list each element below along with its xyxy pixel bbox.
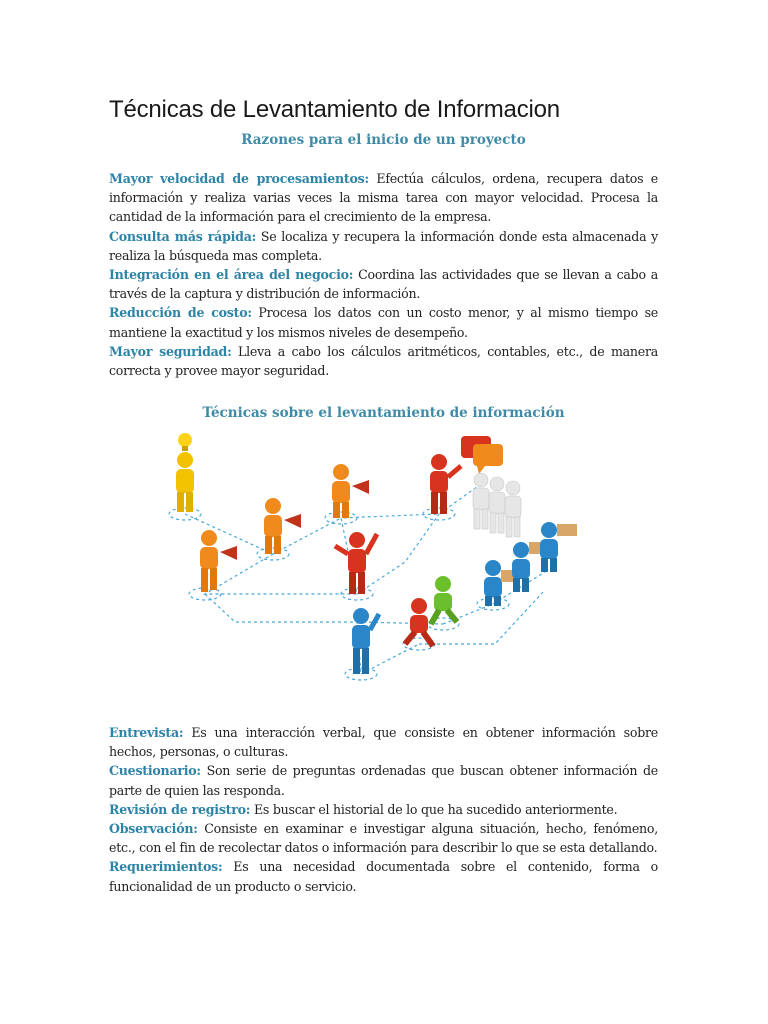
bulb-icon	[178, 433, 192, 451]
document-page	[109, 95, 658, 422]
reason-item	[109, 227, 658, 265]
reason-term: Mayor seguridad:	[109, 343, 232, 359]
techniques-list	[109, 723, 658, 896]
reason-text: Procesa los datos con un costo menor, y al mismo tiempo se mantiene la exactitud y los mismos niveles de desempeño.	[109, 305, 658, 340]
document-title: Técnicas de Levantamiento de Informacion	[109, 96, 560, 123]
technique-text: Es una interacción verbal, que consiste en obtener información sobre hechos, personas, o culturas.	[109, 725, 658, 760]
person-orange-right	[332, 464, 369, 518]
technique-item	[109, 819, 658, 857]
reason-text: Lleva a cabo los cálculos aritméticos, contables, etc., de manera correcta y provee mayor seguridad.	[109, 343, 658, 379]
technique-term: Requerimientos:	[109, 859, 223, 875]
person-orange-left	[200, 530, 237, 592]
person-orange-middle	[264, 498, 301, 554]
technique-item	[109, 723, 658, 761]
reason-text: Efectúa cálculos, ordena, recupera datos e información y realiza varias veces la misma tarea con mayor velocidad. Procesa la cantidad de la información para el crecimiento de la empresa.	[109, 171, 658, 225]
speech-bubbles-icon	[461, 436, 503, 474]
technique-item	[109, 857, 658, 895]
technique-text: Son serie de preguntas ordenadas que buscan obtener información de parte de quien las responda.	[109, 763, 658, 798]
person-blue-box-3	[540, 522, 577, 572]
reason-term: Mayor velocidad de procesamientos:	[109, 171, 369, 186]
technique-text: Consiste en examinar e investigar alguna situación, hecho, fenómeno, etc., con el fin de recolectar datos o información para describir lo que se esta detallando.	[109, 821, 658, 856]
technique-item	[109, 761, 658, 799]
person-yellow	[176, 452, 194, 512]
technique-term: Observación:	[109, 821, 198, 837]
reasons-list	[109, 169, 658, 380]
reason-text: Coordina las actividades que se llevan a cabo a través de la captura y distribución de información.	[109, 267, 658, 302]
person-red-top	[430, 454, 461, 514]
reason-item	[109, 303, 658, 341]
person-green	[431, 576, 457, 624]
person-red-center	[335, 532, 377, 594]
technique-term: Entrevista:	[109, 725, 184, 740]
person-blue-bottom	[352, 608, 379, 674]
network-people-illustration	[165, 422, 605, 712]
technique-text: Es buscar el historial de lo que ha sucedido anteriormente.	[250, 801, 618, 817]
section-heading-techniques: Técnicas sobre el levantamiento de información	[202, 405, 565, 422]
reason-term: Consulta más rápida:	[109, 228, 257, 244]
technique-item	[109, 800, 658, 819]
reason-term: Reducción de costo:	[109, 305, 252, 321]
section-heading-reasons: Razones para el inicio de un proyecto	[241, 132, 526, 148]
reason-item	[109, 342, 658, 380]
people-group-white	[473, 473, 521, 537]
technique-text: Es una necesidad documentada sobre el contenido, forma o funcionalidad de un producto o servicio.	[109, 859, 658, 894]
technique-term: Cuestionario:	[109, 763, 201, 779]
reason-item	[109, 169, 658, 227]
technique-term: Revisión de registro:	[109, 801, 251, 817]
reason-text: Se localiza y recupera la información donde esta almacenada y realiza la búsqueda mas completa.	[109, 228, 658, 263]
reason-term: Integración en el área del negocio:	[109, 267, 354, 283]
reason-item	[109, 265, 658, 303]
